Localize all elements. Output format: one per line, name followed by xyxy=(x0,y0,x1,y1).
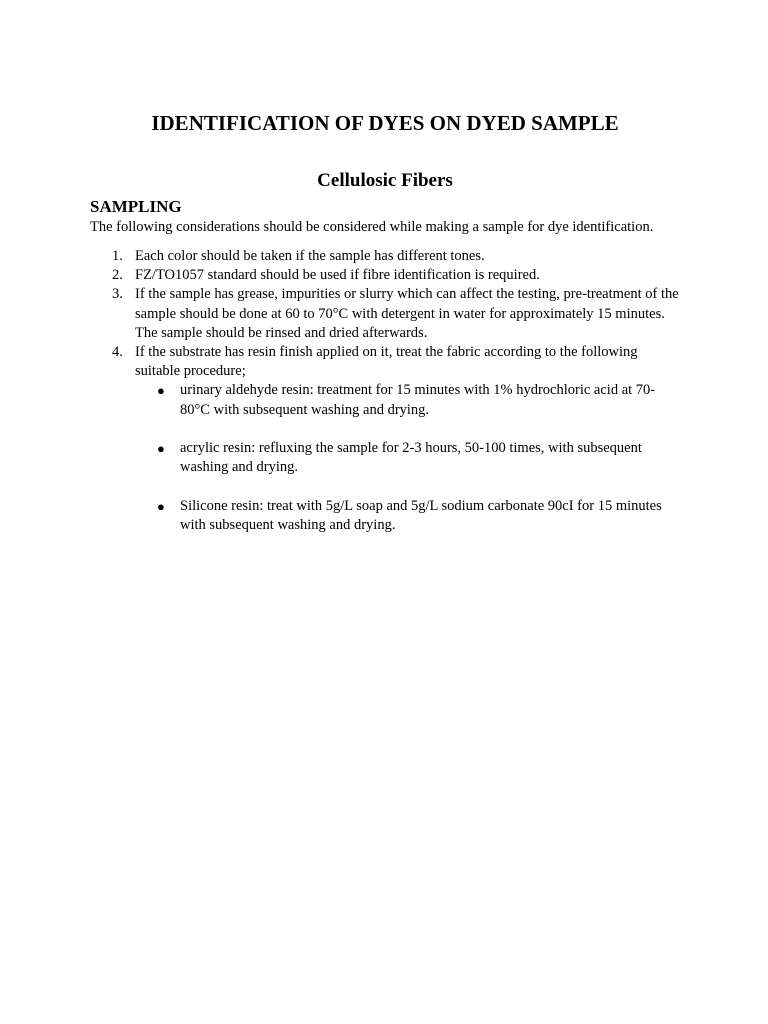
document-title: IDENTIFICATION OF DYES ON DYED SAMPLE xyxy=(151,111,619,135)
bullet-icon: ● xyxy=(157,383,165,399)
bullet-item xyxy=(135,439,680,477)
list-item-text: Each color should be taken if the sample has different tones. xyxy=(135,248,485,264)
list-item-text: FZ/TO1057 standard should be used if fibre identification is required. xyxy=(135,267,540,284)
list-item xyxy=(90,285,680,343)
section-heading-sampling: SAMPLING xyxy=(90,197,182,216)
bullet-icon: ● xyxy=(157,441,165,457)
list-item-text: If the substrate has resin finish applied on it, treat the fabric according to the following suitable procedure; xyxy=(135,344,638,380)
bullet-item-text: urinary aldehyde resin: treatment for 15 minutes with 1% hydrochloric acid at 70-80°C with subsequent washing and drying. xyxy=(180,382,656,418)
document-subtitle: Cellulosic Fibers xyxy=(317,170,453,191)
bullet-item-text: acrylic resin: refluxing the sample for 2-3 hours, 50-100 times, with subsequent washing and drying. xyxy=(180,440,642,476)
bullet-item xyxy=(135,381,680,419)
list-item xyxy=(90,343,680,535)
bullet-item-text: Silicone resin: treat with 5g/L soap and 5g/L sodium carbonate 90cI for 15 minutes with subsequent washing and drying. xyxy=(180,497,662,533)
list-item xyxy=(90,266,680,285)
sampling-steps-list xyxy=(90,247,680,554)
list-item-number: 4. xyxy=(112,344,123,361)
bullet-icon: ● xyxy=(157,498,165,514)
list-item-text: If the sample has grease, impurities or slurry which can affect the testing, pre-treatment of the sample should be done at 60 to 70°C with detergent in water for approximately 15 minutes. The sample should be rinsed and dried afterwards. xyxy=(135,286,679,341)
intro-paragraph: The following considerations should be considered while making a sample for dye identification. xyxy=(90,219,654,235)
list-item-number: 1. xyxy=(112,248,123,264)
list-item-number: 3. xyxy=(112,286,123,303)
list-item xyxy=(90,247,680,266)
bullet-item xyxy=(135,497,680,535)
resin-procedures-list xyxy=(135,381,680,535)
list-item-number: 2. xyxy=(112,267,123,284)
